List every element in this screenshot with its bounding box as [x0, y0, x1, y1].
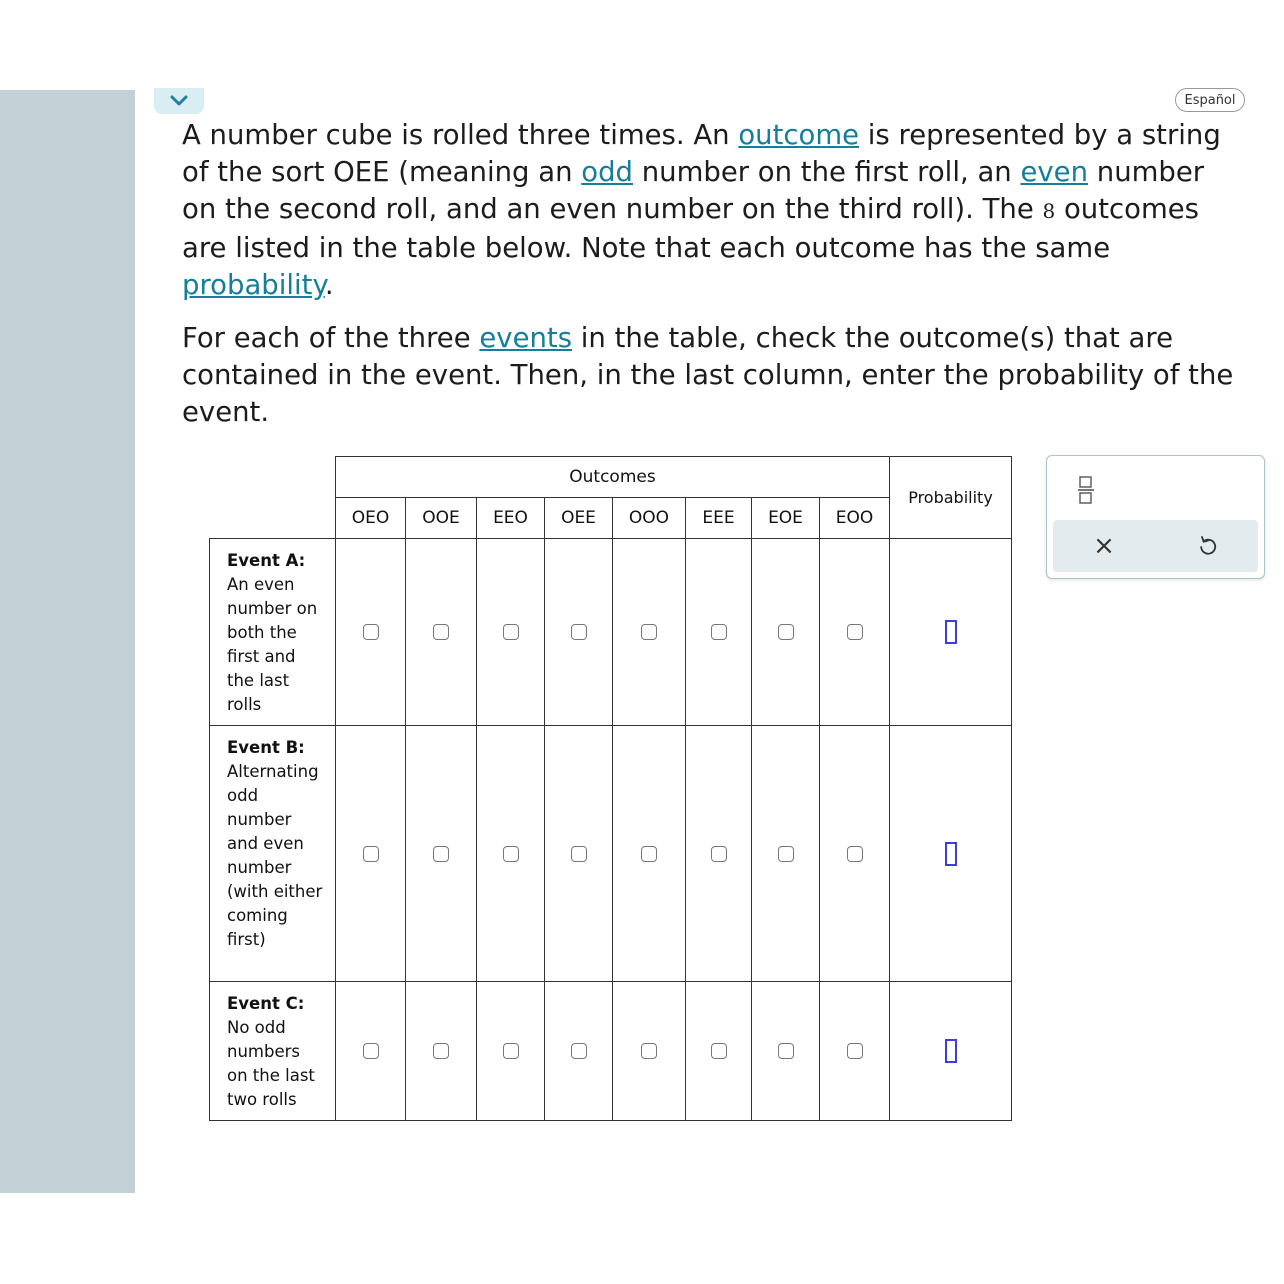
event-c-eee-checkbox[interactable] — [711, 1043, 727, 1059]
event-b-probability-input[interactable] — [945, 842, 957, 866]
event-a-eeo-checkbox[interactable] — [503, 624, 519, 640]
event-c-oeo-checkbox[interactable] — [363, 1043, 379, 1059]
probability-cell — [890, 982, 1012, 1121]
fraction-icon — [1077, 475, 1095, 505]
event-c-ooo-checkbox[interactable] — [641, 1043, 657, 1059]
checkbox-cell — [545, 982, 613, 1121]
event-c-ooe-checkbox[interactable] — [433, 1043, 449, 1059]
event-row-b — [210, 726, 1012, 982]
event-label — [210, 539, 336, 726]
text-segment: outcomes are listed in the table below. Note that each outcome has the same — [182, 193, 1199, 264]
checkbox-cell — [477, 982, 545, 1121]
checkbox-cell — [686, 539, 752, 726]
text-segment: in the table, check the outcome(s) that are contained in the event. Then, in the last column, enter the probability of the event. — [182, 322, 1234, 428]
event-name: Event B: — [227, 738, 305, 757]
espanol-button[interactable]: Español — [1175, 88, 1245, 112]
event-row-a — [210, 539, 1012, 726]
checkbox-cell — [686, 726, 752, 982]
close-icon: × — [1093, 531, 1115, 561]
checkbox-cell — [686, 982, 752, 1121]
event-a-ooe-checkbox[interactable] — [433, 624, 449, 640]
corner-cell — [210, 498, 336, 539]
text-segment: number on the first roll, an — [633, 156, 1021, 188]
math-toolbox — [1046, 455, 1265, 579]
event-b-oeo-checkbox[interactable] — [363, 846, 379, 862]
event-c-eoe-checkbox[interactable] — [778, 1043, 794, 1059]
even-link[interactable]: even — [1020, 156, 1089, 188]
column-header: OEE — [545, 498, 613, 539]
event-b-eoe-checkbox[interactable] — [778, 846, 794, 862]
checkbox-cell — [336, 982, 406, 1121]
checkbox-cell — [613, 726, 686, 982]
event-b-ooe-checkbox[interactable] — [433, 846, 449, 862]
checkbox-cell — [613, 982, 686, 1121]
clear-button[interactable] — [1079, 528, 1129, 564]
left-sidebar — [0, 90, 135, 1193]
probability-link[interactable]: probability — [182, 269, 325, 301]
event-name: Event C: — [227, 994, 305, 1013]
event-a-probability-input[interactable] — [945, 620, 957, 644]
checkbox-cell — [752, 982, 820, 1121]
event-c-oee-checkbox[interactable] — [571, 1043, 587, 1059]
event-a-oeo-checkbox[interactable] — [363, 624, 379, 640]
event-b-eeo-checkbox[interactable] — [503, 846, 519, 862]
event-description: Alternating odd number and even number (with either coming first) — [227, 762, 323, 949]
outcomes-table — [209, 456, 1012, 1121]
event-c-probability-input[interactable] — [945, 1039, 957, 1063]
checkbox-cell — [752, 539, 820, 726]
probability-header: Probability — [890, 457, 1012, 539]
chevron-down-icon — [169, 94, 189, 108]
checkbox-cell — [336, 726, 406, 982]
probability-cell — [890, 539, 1012, 726]
collapse-toggle[interactable] — [154, 88, 204, 114]
event-b-ooo-checkbox[interactable] — [641, 846, 657, 862]
outcome-link[interactable]: outcome — [738, 119, 860, 151]
checkbox-cell — [820, 982, 890, 1121]
question-text — [182, 117, 1242, 431]
event-description: No odd numbers on the last two rolls — [227, 1018, 315, 1109]
checkbox-cell — [406, 726, 477, 982]
event-row-c — [210, 982, 1012, 1121]
text-segment: number on the second roll, and an even number on the third roll). The — [182, 156, 1205, 225]
event-a-eoe-checkbox[interactable] — [778, 624, 794, 640]
event-a-eee-checkbox[interactable] — [711, 624, 727, 640]
column-header: OOE — [406, 498, 477, 539]
event-name: Event A: — [227, 551, 306, 570]
event-label — [210, 982, 336, 1121]
checkbox-cell — [820, 539, 890, 726]
corner-cell — [210, 457, 336, 498]
checkbox-cell — [477, 726, 545, 982]
checkbox-cell — [406, 539, 477, 726]
event-c-eeo-checkbox[interactable] — [503, 1043, 519, 1059]
event-a-oee-checkbox[interactable] — [571, 624, 587, 640]
event-description: An even number on both the first and the last rolls — [227, 575, 318, 714]
event-b-eee-checkbox[interactable] — [711, 846, 727, 862]
column-header: EOO — [820, 498, 890, 539]
text-segment: A number cube is rolled three times. An — [182, 119, 739, 151]
events-link[interactable]: events — [479, 322, 573, 354]
event-b-eoo-checkbox[interactable] — [847, 846, 863, 862]
text-segment: is represented by a string of the sort OEE (meaning an — [182, 119, 1221, 188]
undo-button[interactable] — [1183, 528, 1233, 564]
checkbox-cell — [545, 726, 613, 982]
undo-icon — [1198, 535, 1218, 557]
event-a-ooo-checkbox[interactable] — [641, 624, 657, 640]
checkbox-cell — [336, 539, 406, 726]
checkbox-cell — [820, 726, 890, 982]
toolbox-actions — [1053, 520, 1258, 572]
column-header: EEO — [477, 498, 545, 539]
outcomes-header: Outcomes — [336, 457, 890, 498]
odd-link[interactable]: odd — [581, 156, 633, 188]
outcome-count: 8 — [1042, 199, 1056, 223]
probability-cell — [890, 726, 1012, 982]
event-c-eoo-checkbox[interactable] — [847, 1043, 863, 1059]
column-header: EEE — [686, 498, 752, 539]
fraction-button[interactable] — [1067, 472, 1105, 508]
column-header: EOE — [752, 498, 820, 539]
question-paragraph-2 — [182, 320, 1242, 431]
event-b-oee-checkbox[interactable] — [571, 846, 587, 862]
checkbox-cell — [752, 726, 820, 982]
column-header: OEO — [336, 498, 406, 539]
checkbox-cell — [406, 982, 477, 1121]
checkbox-cell — [613, 539, 686, 726]
question-paragraph-1 — [182, 117, 1242, 304]
column-header: OOO — [613, 498, 686, 539]
checkbox-cell — [477, 539, 545, 726]
text-segment: . — [324, 269, 334, 301]
event-a-eoo-checkbox[interactable] — [847, 624, 863, 640]
text-segment: For each of the three — [182, 322, 480, 354]
event-label — [210, 726, 336, 982]
checkbox-cell — [545, 539, 613, 726]
